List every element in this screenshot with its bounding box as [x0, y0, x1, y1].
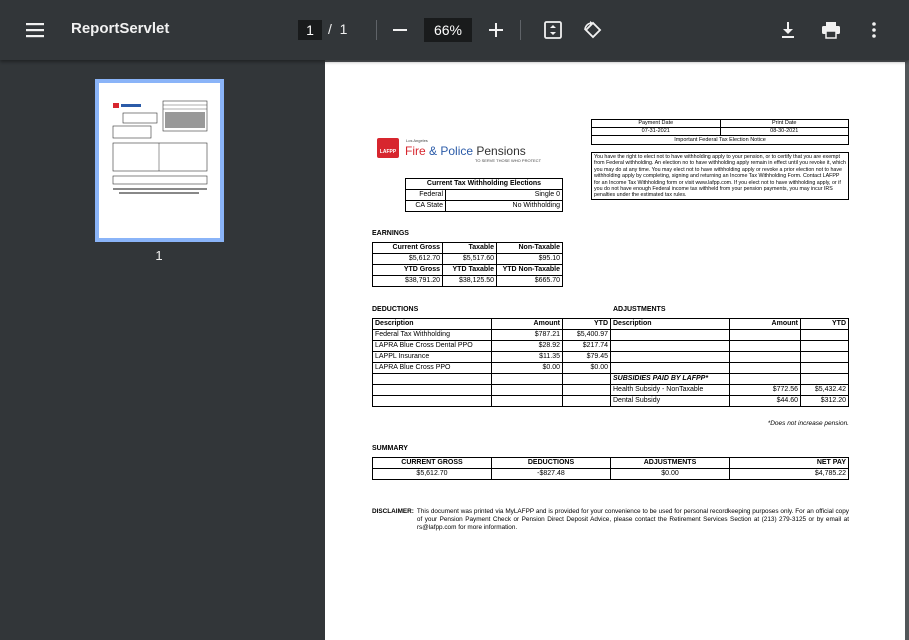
- adjustment-amount: [730, 374, 801, 385]
- tax-notice-title: Important Federal Tax Election Notice: [592, 136, 849, 145]
- table-row: [373, 363, 611, 374]
- adjustment-ytd: $5,432.42: [801, 385, 849, 396]
- deduction-amount: $28.92: [492, 341, 563, 352]
- summary-heading: SUMMARY: [372, 445, 408, 452]
- table-row: [373, 374, 611, 385]
- print-date-label: Print Date: [720, 120, 849, 128]
- pdf-page: [325, 62, 905, 640]
- earnings-value: $38,791.20: [373, 276, 443, 287]
- earnings-header: YTD Gross: [373, 265, 443, 276]
- deduction-ytd: [563, 396, 611, 407]
- table-row: [373, 330, 611, 341]
- adjustments-header: Amount: [730, 319, 801, 330]
- lafpp-logo: [375, 134, 563, 164]
- zoom-in-button[interactable]: [484, 18, 508, 42]
- deduction-amount: [492, 385, 563, 396]
- withholding-label: CA State: [406, 201, 446, 212]
- table-row: [611, 341, 849, 352]
- adjustment-amount: [730, 363, 801, 374]
- summary-header: CURRENT GROSS: [373, 458, 492, 469]
- summary-header: NET PAY: [730, 458, 849, 469]
- deduction-ytd: $0.00: [563, 363, 611, 374]
- printer-icon: [821, 21, 841, 39]
- logo-name: [405, 144, 526, 158]
- page-number-input[interactable]: 1: [298, 20, 322, 40]
- table-row: [373, 396, 611, 407]
- deductions-table: [372, 318, 611, 407]
- deductions-header: Description: [373, 319, 492, 330]
- earnings-header: Current Gross: [373, 243, 443, 254]
- summary-header: ADJUSTMENTS: [611, 458, 730, 469]
- adjustment-amount: [730, 341, 801, 352]
- table-row: [373, 352, 611, 363]
- toolbar-divider: [376, 20, 377, 40]
- deductions-header: YTD: [563, 319, 611, 330]
- zoom-level-input[interactable]: 66%: [424, 18, 472, 42]
- table-row: [611, 363, 849, 374]
- deduction-ytd: [563, 385, 611, 396]
- dates-table: [591, 119, 849, 145]
- subsidies-heading: SUBSIDIES PAID BY LAFPP*: [611, 374, 730, 385]
- toolbar-divider: [520, 20, 521, 40]
- lafpp-badge-icon: LAFPP: [377, 138, 399, 158]
- adjustment-description: [611, 363, 730, 374]
- table-row: [373, 341, 611, 352]
- earnings-header: Non-Taxable: [497, 243, 563, 254]
- adjustment-amount: [730, 330, 801, 341]
- logo-fire: Fire: [405, 144, 426, 158]
- deduction-ytd: $79.45: [563, 352, 611, 363]
- withholding-label: Federal: [406, 190, 446, 201]
- logo-police: Police: [440, 144, 474, 158]
- summary-table: [372, 457, 849, 480]
- adjustment-description: Dental Subsidy: [611, 396, 730, 407]
- earnings-header: YTD Taxable: [443, 265, 497, 276]
- disclaimer-label: DISCLAIMER:: [372, 508, 414, 515]
- total-pages: 1: [339, 21, 348, 37]
- deduction-ytd: $217.74: [563, 341, 611, 352]
- earnings-value: $5,517.60: [443, 254, 497, 265]
- withholding-value: No Withholding: [446, 201, 563, 212]
- page-separator: /: [328, 21, 332, 37]
- earnings-heading: EARNINGS: [372, 230, 409, 237]
- table-row: [611, 330, 849, 341]
- fit-page-icon: [543, 20, 563, 40]
- summary-value: $4,785.22: [730, 469, 849, 480]
- logo-city: Los Angeles: [406, 138, 428, 143]
- pdf-toolbar: [0, 0, 909, 60]
- deduction-description: LAPRA Blue Cross Dental PPO: [373, 341, 492, 352]
- payment-date-value: 07-31-2021: [592, 128, 721, 136]
- disclaimer: [372, 508, 849, 532]
- earnings-value: $5,612.70: [373, 254, 443, 265]
- minus-icon: [392, 22, 408, 38]
- menu-button[interactable]: [14, 14, 56, 46]
- adjustment-ytd: [801, 363, 849, 374]
- logo-tagline: TO SERVE THOSE WHO PROTECT: [475, 158, 542, 163]
- table-row: [611, 396, 849, 407]
- print-button[interactable]: [818, 18, 844, 42]
- adjustment-ytd: [801, 341, 849, 352]
- disclaimer-text: This document was printed via MyLAFPP and is provided for your convenience to be used for personal recordkeeping purposes only. For an official copy of your Pension Payment Check or Pension Direct Deposit Advice, please contact the Retirement Services Section at (213) 279-3125 or by email at rs@lafpp.com for more information.: [416, 508, 849, 531]
- more-actions-button[interactable]: [862, 18, 886, 42]
- deduction-amount: $11.35: [492, 352, 563, 363]
- hamburger-menu-icon: [25, 22, 45, 38]
- payment-date-label: Payment Date: [592, 120, 721, 128]
- deduction-amount: [492, 396, 563, 407]
- page-count: [328, 21, 347, 37]
- adjustment-amount: $772.56: [730, 385, 801, 396]
- logo-amp: &: [425, 144, 441, 158]
- deduction-amount: $787.21: [492, 330, 563, 341]
- download-icon: [779, 21, 797, 39]
- earnings-value: $95.10: [497, 254, 563, 265]
- zoom-out-button[interactable]: [388, 18, 412, 42]
- deduction-ytd: $5,400.97: [563, 330, 611, 341]
- adjustment-description: [611, 330, 730, 341]
- adjustments-table: [610, 318, 849, 407]
- adjustment-ytd: $312.20: [801, 396, 849, 407]
- thumbnail-preview: [99, 83, 220, 238]
- deduction-ytd: [563, 374, 611, 385]
- tax-notice-text: You have the right to elect not to have withholding apply to your pension, or to certify that you are exempt from Federal withholding. An election no to have withholding apply remain in effect until you revoke it, which you may do at any time. You may elect not to have withholding apply or revoke a prior election not to have withholding apply by completing, signing and returning an Income Tax Withholding Form. Contact LAFPP for an Income Tax Withholding form or visit www.lafpp.com. If you elect not to have withholding apply, or if you do not have enough Federal income tax withheld from your pension payments, you may incur IRS penalties under the estimated tax rules.: [591, 152, 849, 200]
- thumbnail-page-number: 1: [155, 248, 163, 263]
- earnings-table: [372, 242, 563, 287]
- deduction-description: [373, 374, 492, 385]
- withholding-table: [405, 178, 563, 212]
- more-vert-icon: [871, 21, 877, 39]
- deduction-description: [373, 385, 492, 396]
- earnings-value: $665.70: [497, 276, 563, 287]
- table-row: [611, 374, 849, 385]
- adjustment-ytd: [801, 352, 849, 363]
- deductions-heading: DEDUCTIONS: [372, 306, 419, 313]
- table-row: [373, 385, 611, 396]
- deduction-description: LAPRA Blue Cross PPO: [373, 363, 492, 374]
- print-date-value: 08-30-2021: [720, 128, 849, 136]
- adjustments-heading: ADJUSTMENTS: [613, 306, 666, 313]
- deduction-amount: [492, 374, 563, 385]
- table-row: [611, 352, 849, 363]
- adjustments-header: Description: [611, 319, 730, 330]
- document-title: ReportServlet: [71, 20, 170, 37]
- adjustment-description: [611, 341, 730, 352]
- table-row: [611, 385, 849, 396]
- adjustment-amount: $44.60: [730, 396, 801, 407]
- summary-value: $0.00: [611, 469, 730, 480]
- earnings-header: YTD Non-Taxable: [497, 265, 563, 276]
- rotate-button[interactable]: [580, 18, 604, 42]
- download-button[interactable]: [776, 18, 800, 42]
- adjustment-amount: [730, 352, 801, 363]
- summary-value: $5,612.70: [373, 469, 492, 480]
- summary-header: DEDUCTIONS: [492, 458, 611, 469]
- page-thumbnail[interactable]: [95, 79, 224, 242]
- adjustment-description: Health Subsidy - NonTaxable: [611, 385, 730, 396]
- deduction-description: [373, 396, 492, 407]
- adjustments-footnote: *Does not increase pension.: [767, 420, 849, 427]
- logo-pensions: Pensions: [476, 144, 526, 158]
- summary-value: -$827.48: [492, 469, 611, 480]
- adjustment-ytd: [801, 330, 849, 341]
- earnings-value: $38,125.50: [443, 276, 497, 287]
- adjustment-ytd: [801, 374, 849, 385]
- earnings-header: Taxable: [443, 243, 497, 254]
- withholding-value: Single 0: [446, 190, 563, 201]
- fit-to-page-button[interactable]: [541, 18, 565, 42]
- rotate-icon: [582, 20, 602, 40]
- adjustments-header: YTD: [801, 319, 849, 330]
- deduction-description: LAPPL Insurance: [373, 352, 492, 363]
- adjustment-description: [611, 352, 730, 363]
- deduction-amount: $0.00: [492, 363, 563, 374]
- withholding-title: Current Tax Withholding Elections: [406, 179, 563, 190]
- deductions-header: Amount: [492, 319, 563, 330]
- plus-icon: [488, 22, 504, 38]
- deduction-description: Federal Tax Withholding: [373, 330, 492, 341]
